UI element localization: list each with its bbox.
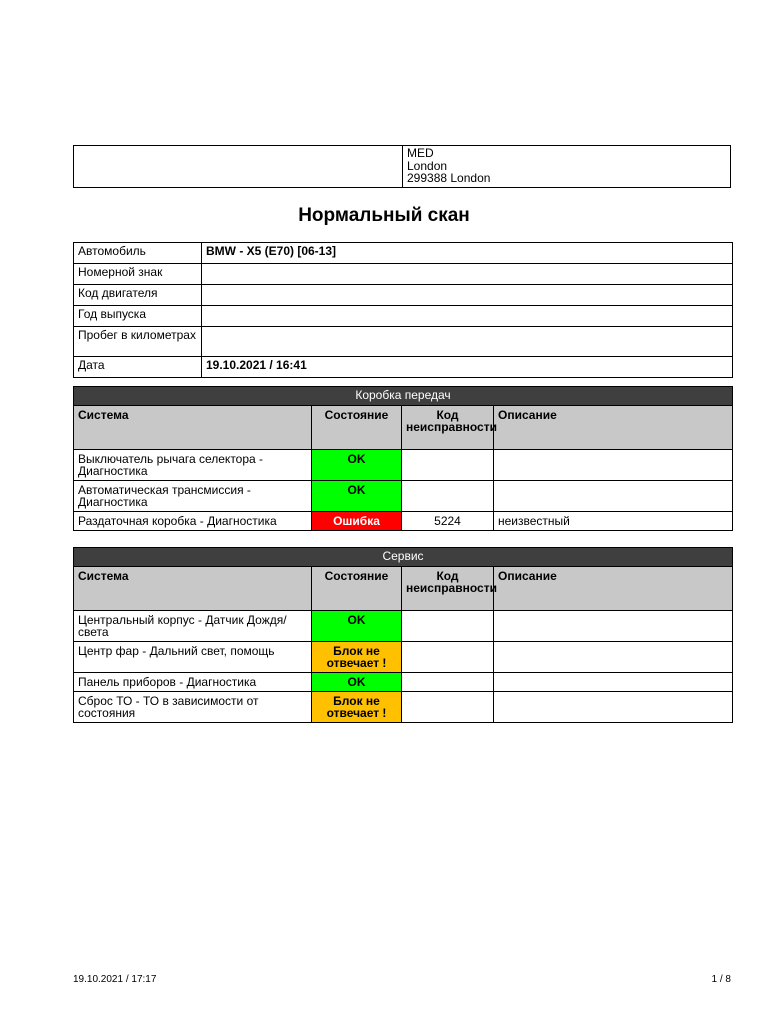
info-value xyxy=(202,306,733,327)
status-badge: OK xyxy=(312,611,402,642)
section-title: Сервис xyxy=(74,548,733,567)
description xyxy=(494,692,733,723)
status-badge: Блок не отвечает ! xyxy=(312,642,402,673)
address-box xyxy=(73,145,731,188)
info-value xyxy=(202,264,733,285)
column-header-system: Система xyxy=(74,406,312,450)
info-row xyxy=(74,327,733,357)
status-badge: OK xyxy=(312,481,402,512)
column-header-system: Система xyxy=(74,567,312,611)
address-empty-cell xyxy=(74,146,403,187)
table-row xyxy=(74,642,733,673)
info-value xyxy=(202,285,733,306)
info-label: Год выпуска xyxy=(74,306,202,327)
description xyxy=(494,450,733,481)
section-title: Коробка передач xyxy=(74,387,733,406)
fault-code xyxy=(402,611,494,642)
column-header-code: Код неисправности xyxy=(402,567,494,611)
table-row xyxy=(74,512,733,531)
status-badge: OK xyxy=(312,450,402,481)
address-line-1: MED xyxy=(407,146,434,160)
address-line-2: London xyxy=(407,158,448,173)
footer-page-number: 1 / 8 xyxy=(711,974,731,985)
fault-code xyxy=(402,450,494,481)
table-row xyxy=(74,692,733,723)
table-row xyxy=(74,481,733,512)
address-cell xyxy=(403,146,494,187)
system-name: Центральный корпус - Датчик Дождя/света xyxy=(74,611,312,642)
column-header-status: Состояние xyxy=(312,567,402,611)
info-row xyxy=(74,357,733,378)
system-name: Автоматическая трансмиссия - Диагностика xyxy=(74,481,312,512)
page-title: Нормальный скан xyxy=(298,205,470,226)
info-label: Автомобиль xyxy=(74,243,202,264)
section-service-table xyxy=(73,547,733,723)
table-row xyxy=(74,611,733,642)
footer-datetime: 19.10.2021 / 17:17 xyxy=(73,974,157,985)
system-name: Сброс ТО - ТО в зависимости от состояния xyxy=(74,692,312,723)
info-value: BMW - X5 (E70) [06-13] xyxy=(202,243,733,264)
info-label: Пробег в километрах xyxy=(74,327,202,357)
system-name: Раздаточная коробка - Диагностика xyxy=(74,512,312,531)
section-transmission-table xyxy=(73,386,733,531)
description xyxy=(494,642,733,673)
table-row xyxy=(74,673,733,692)
info-row xyxy=(74,243,733,264)
info-label: Код двигателя xyxy=(74,285,202,306)
fault-code xyxy=(402,481,494,512)
column-header-description: Описание xyxy=(494,406,733,450)
column-header-code: Код неисправности xyxy=(402,406,494,450)
column-header-status: Состояние xyxy=(312,406,402,450)
system-name: Выключатель рычага селектора - Диагностика xyxy=(74,450,312,481)
status-badge: Ошибка xyxy=(312,512,402,531)
address-line-3: 299388 London xyxy=(407,171,491,185)
fault-code xyxy=(402,673,494,692)
description xyxy=(494,611,733,642)
info-value xyxy=(202,327,733,357)
description xyxy=(494,673,733,692)
info-value: 19.10.2021 / 16:41 xyxy=(202,357,733,378)
system-name: Панель приборов - Диагностика xyxy=(74,673,312,692)
info-label: Номерной знак xyxy=(74,264,202,285)
info-row xyxy=(74,306,733,327)
fault-code xyxy=(402,692,494,723)
description xyxy=(494,481,733,512)
table-row xyxy=(74,450,733,481)
system-name: Центр фар - Дальний свет, помощь xyxy=(74,642,312,673)
status-badge: Блок не отвечает ! xyxy=(312,692,402,723)
status-badge: OK xyxy=(312,673,402,692)
info-row xyxy=(74,285,733,306)
description: неизвестный xyxy=(494,512,733,531)
vehicle-info-table xyxy=(73,242,733,378)
column-header-description: Описание xyxy=(494,567,733,611)
info-label: Дата xyxy=(74,357,202,378)
fault-code: 5224 xyxy=(402,512,494,531)
fault-code xyxy=(402,642,494,673)
info-row xyxy=(74,264,733,285)
